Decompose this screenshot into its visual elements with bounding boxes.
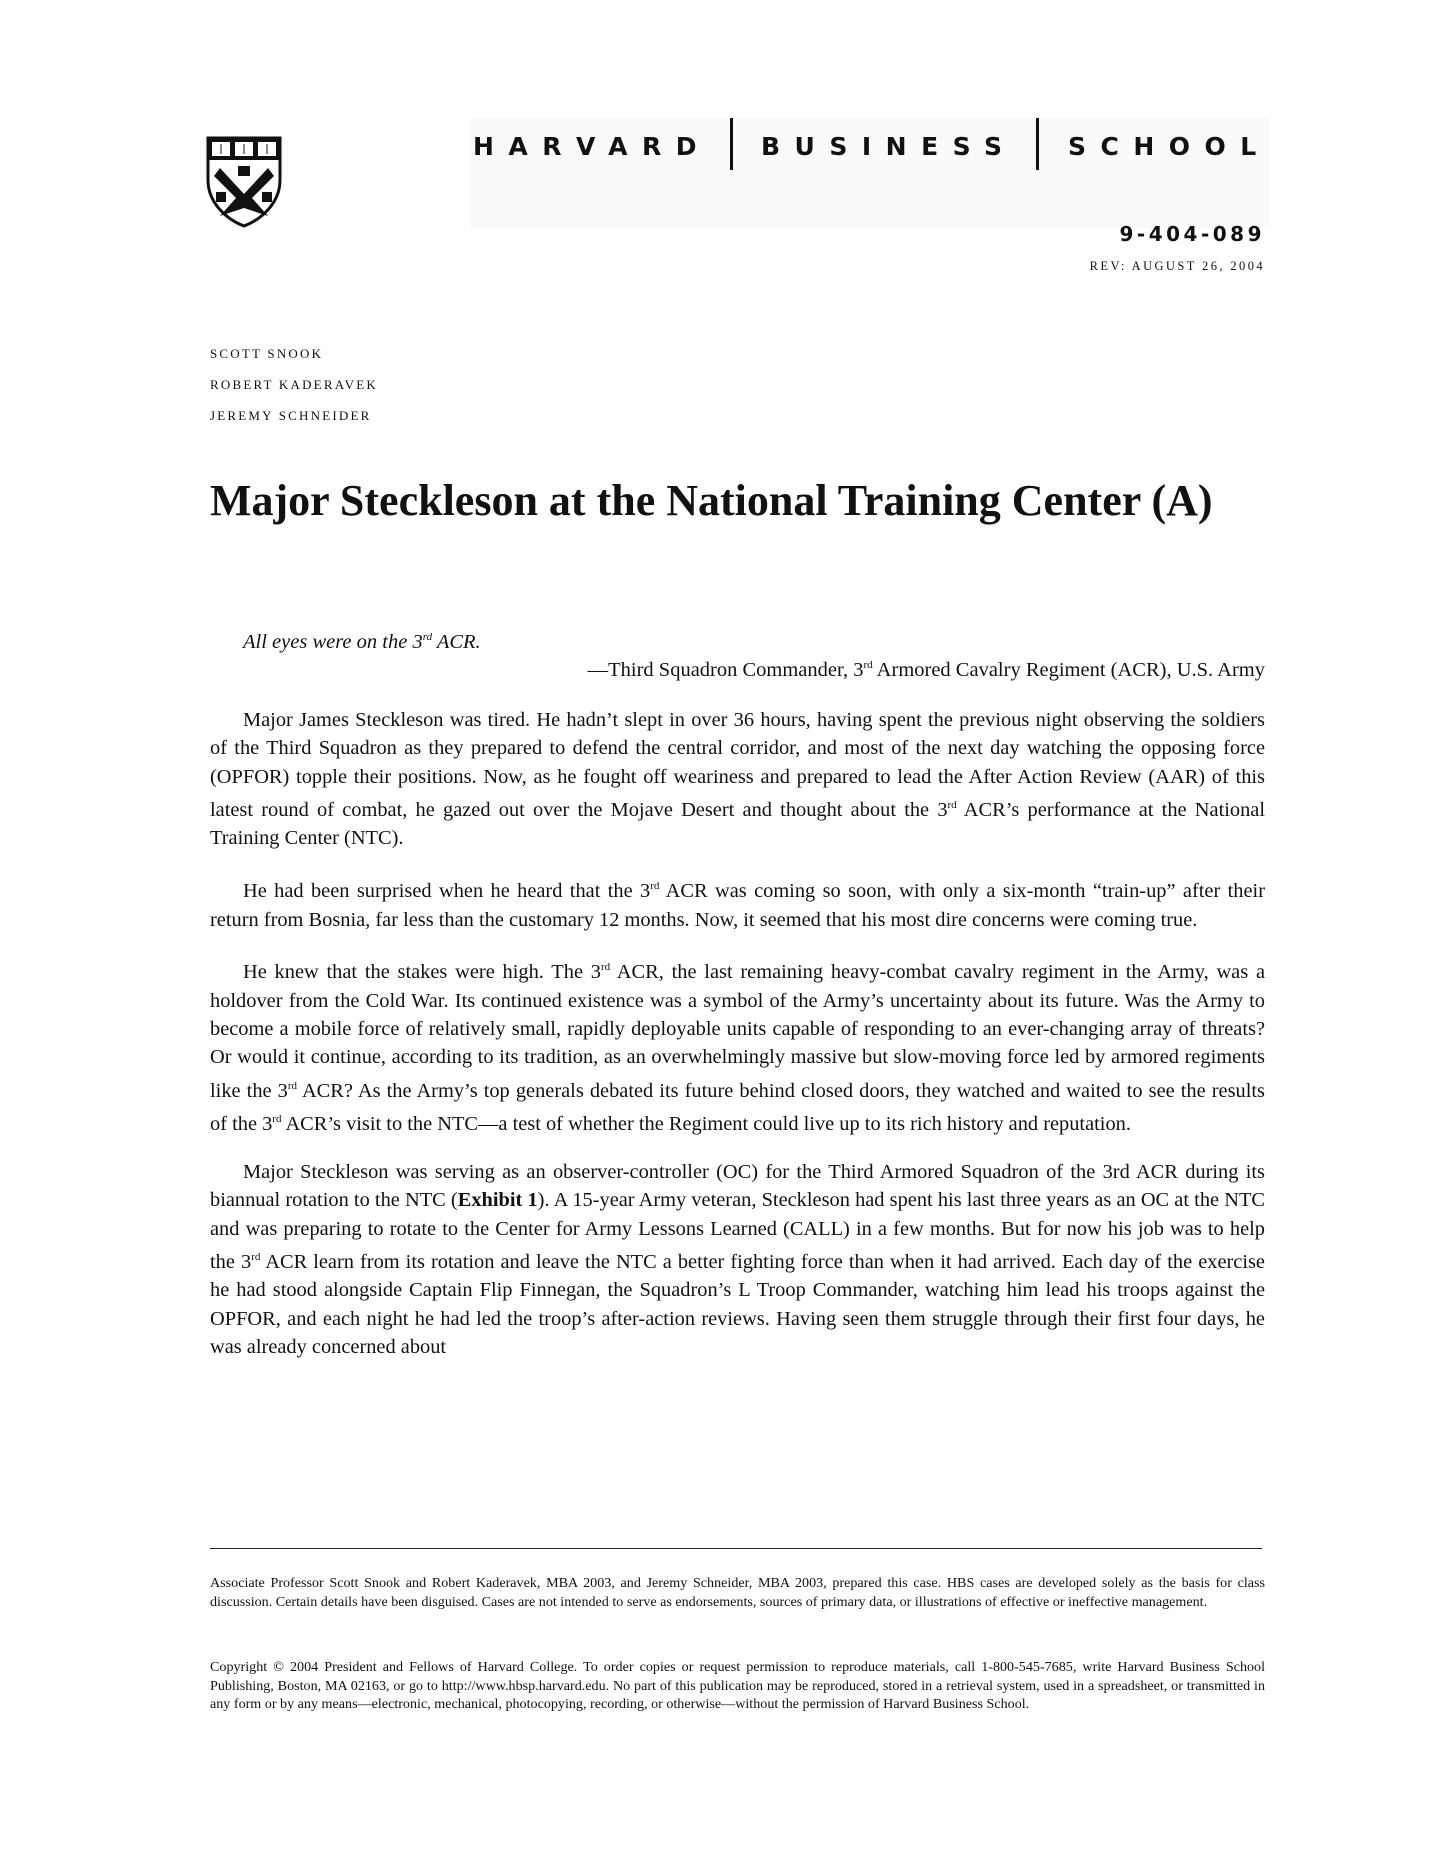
body-paragraph: He had been surprised when he heard that the 3rd ACR was coming so soon, with only a six-month “train-up” after their return from Bosnia, far less than the customary 12 months. Now, it seemed that his most dire concerns were coming true. [210, 880, 1265, 931]
author-name: SCOTT SNOOK [210, 346, 324, 361]
case-number: 9-404-089 [1119, 222, 1265, 246]
masthead-harvard: HARVARD [473, 132, 712, 161]
author-list [210, 338, 378, 431]
masthead-divider [1036, 118, 1039, 170]
masthead-divider [730, 118, 733, 170]
copyright-note: Copyright © 2004 President and Fellows of Harvard College. To order copies or request permission to reproduce materials, call 1-800-545-7685, write Harvard Business School Publishing, Boston, MA 02163, or go to http://www.hbsp.harvard.edu. No part of this publication may be reproduced, stored in a retrieval system, used in a spreadsheet, or transmitted in any form or by any means—electronic, mechanical, photocopying, recording, or otherwise—without the permission of Harvard Business School. [210, 1659, 1265, 1712]
masthead-business: BUSINESS [761, 132, 1017, 161]
harvard-shield-logo [206, 136, 282, 228]
epigraph-quote: All eyes were on the 3rd ACR. [243, 631, 481, 653]
body-paragraph: Major Steckleson was serving as an observer-controller (OC) for the Third Armored Squadron of the 3rd ACR during its biannual rotation to the NTC (Exhibit 1). A 15-year Army veteran, Steckleson had spent his last three years as an OC at the NTC and was preparing to rotate to the Center for Army Lessons Learned (CALL) in a few months. But for now his job was to help the 3rd ACR learn from its rotation and leave the NTC a better fighting force than when it had arrived. Each day of the exercise he had stood alongside Captain Flip Finnegan, the Squadron’s L Troop Commander, watching him lead his troops against the OPFOR, and each night he had led the troop’s after-action reviews. Having seen them struggle through their first four days, he was already concerned about [210, 1160, 1266, 1358]
masthead-school: SCHOOL [1068, 132, 1271, 161]
body-paragraph: He knew that the stakes were high. The 3rd ACR, the last remaining heavy-combat cavalry regiment in the Army, was a holdover from the Cold War. Its continued existence was a symbol of the Army’s uncertainty about its future. Was the Army to become a mobile force of relatively small, rapidly deployable units capable of responding to an ever-changing array of threats? Or would it continue, according to its tradition, as an overwhelmingly massive but slow-moving force led by armored regiments like the 3rd ACR? As the Army’s top generals debated its future behind closed doors, they watched and waited to see the results of the 3rd ACR’s visit to the NTC—a test of whether the Regiment could live up to its rich history and reputation. [210, 961, 1265, 1135]
preparation-note: Associate Professor Scott Snook and Robert Kaderavek, MBA 2003, and Jeremy Schneider, MBA 2003, prepared this case. HBS cases are developed solely as the basis for class discussion. Certain details have been disguised. Cases are not intended to serve as endorsements, sources of primary data, or illustrations of effective or ineffective management. [210, 1575, 1265, 1610]
epigraph-attribution: —Third Squadron Commander, 3rd Armored Cavalry Regiment (ACR), U.S. Army [587, 659, 1265, 681]
exhibit-reference: Exhibit 1 [457, 1189, 538, 1212]
case-body [210, 706, 1265, 1381]
revision-date: REV: AUGUST 26, 2004 [1089, 259, 1265, 273]
footnote-divider [210, 1548, 1262, 1549]
author-name: ROBERT KADERAVEK [210, 377, 378, 392]
body-paragraph: Major James Steckleson was tired. He hadn’t slept in over 36 hours, having spent the previous night observing the soldiers of the Third Squadron as they prepared to defend the central corridor, and most of the next day watching the opposing force (OPFOR) topple their positions. Now, as he fought off weariness and prepared to lead the After Action Review (AAR) of this latest round of combat, he gazed out over the Mojave Desert and thought about the 3rd ACR’s performance at the National Training Center (NTC). [210, 709, 1265, 850]
author-name: JEREMY SCHNEIDER [210, 408, 372, 423]
case-title: Major Steckleson at the National Training Center (A) [210, 476, 1213, 525]
